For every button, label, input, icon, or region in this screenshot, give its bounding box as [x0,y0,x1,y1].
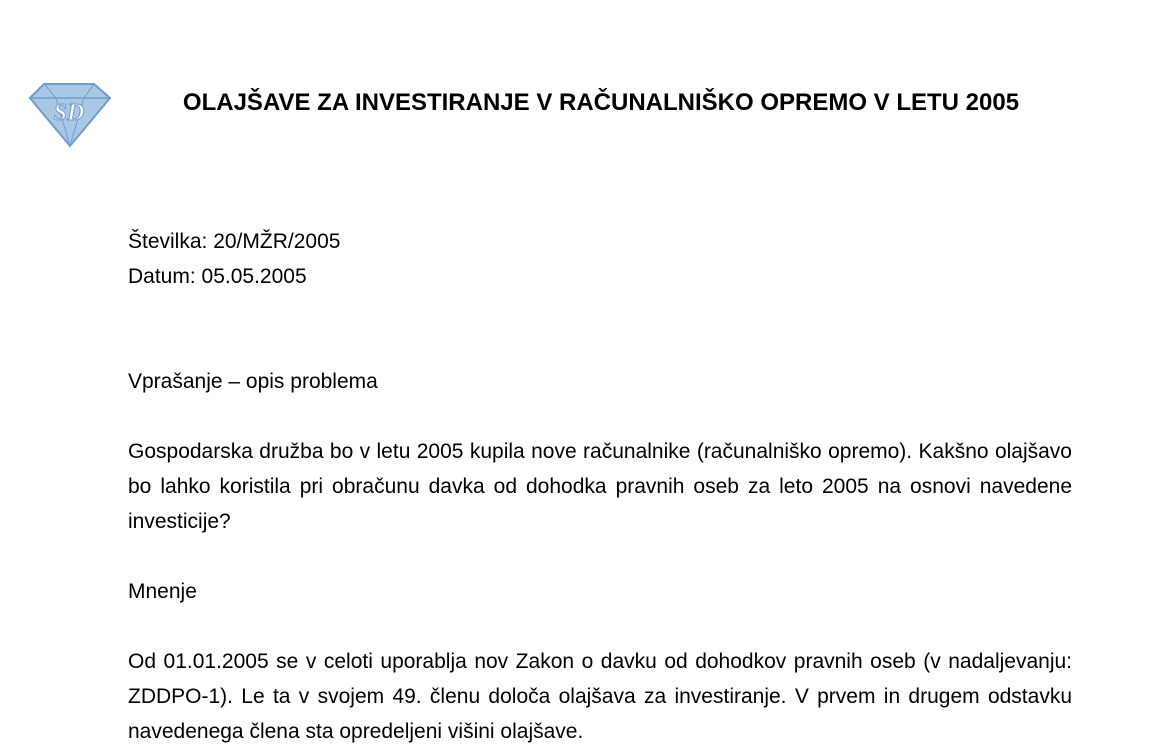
document-title: OLAJŠAVE ZA INVESTIRANJE V RAČUNALNIŠKO OPREMO V LETU 2005 [182,89,1020,116]
question-heading: Vprašanje – opis problema [128,370,378,393]
opinion-paragraph: Od 01.01.2005 se v celoti uporablja nov Zakon o davku od dohodkov pravnih oseb (v nadaljevanju: ZDDPO-1). Le ta v svojem 49. členu določa olajšava za investiranje. V prvem in drugem odstavku navedenega člena sta opredeljeni višini olajšave. [128,650,1072,743]
opinion-heading: Mnenje [128,580,197,603]
diamond-logo-icon [26,78,112,150]
svg-text:SD: SD [53,100,85,126]
document-number: Številka: 20/MŽR/2005 [128,230,341,253]
question-paragraph: Gospodarska družba bo v letu 2005 kupila nove računalnike (računalniško opremo). Kakšno olajšavo bo lahko koristila pri obračunu davka od dohodka pravnih oseb za leto 2005 na osnovi navedene investicije? [128,440,1072,533]
document-date: Datum: 05.05.2005 [128,265,307,288]
company-logo [26,78,112,150]
